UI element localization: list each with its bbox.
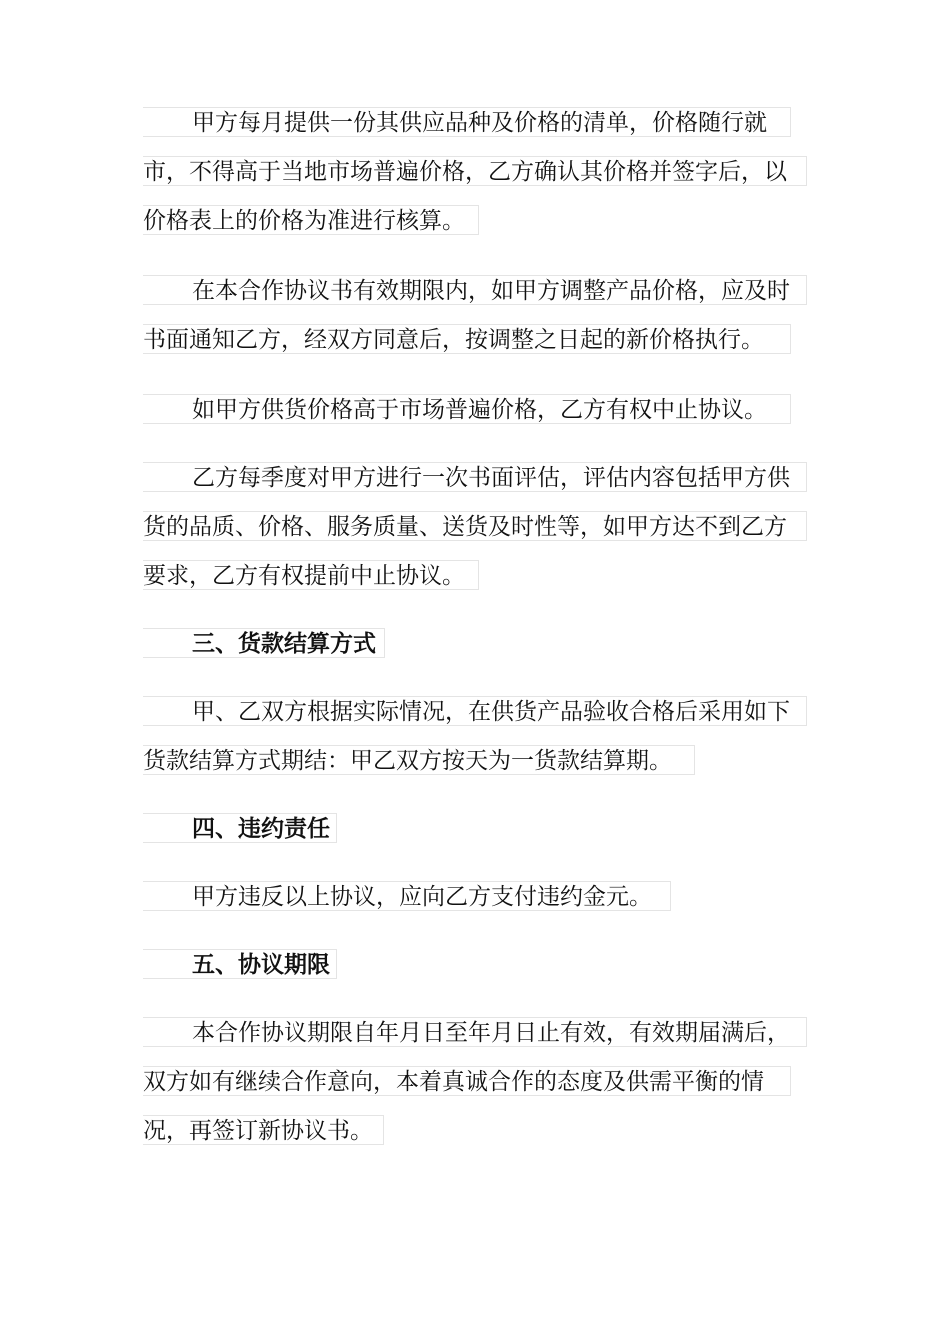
paragraph-line: 甲、乙双方根据实际情况，在供货产品验收合格后采用如下 — [143, 696, 807, 726]
section-heading: 三、货款结算方式 — [143, 628, 385, 658]
paragraph-line: 市，不得高于当地市场普遍价格，乙方确认其价格并签字后，以 — [143, 156, 807, 186]
paragraph-line: 货款结算方式期结：甲乙双方按天为一货款结算期。 — [143, 745, 695, 775]
paragraph-line: 在本合作协议书有效期限内，如甲方调整产品价格，应及时 — [143, 275, 807, 305]
paragraph-line: 要求，乙方有权提前中止协议。 — [143, 560, 479, 590]
paragraph-line: 甲方每月提供一份其供应品种及价格的清单，价格随行就 — [143, 107, 791, 137]
section-heading: 四、违约责任 — [143, 813, 337, 843]
paragraph-line: 书面通知乙方，经双方同意后，按调整之日起的新价格执行。 — [143, 324, 791, 354]
paragraph-line: 货的品质、价格、服务质量、送货及时性等，如甲方达不到乙方 — [143, 511, 807, 541]
section-heading: 五、协议期限 — [143, 949, 337, 979]
paragraph-line: 双方如有继续合作意向，本着真诚合作的态度及供需平衡的情 — [143, 1066, 791, 1096]
paragraph-line: 如甲方供货价格高于市场普遍价格，乙方有权中止协议。 — [143, 394, 791, 424]
paragraph-line: 甲方违反以上协议，应向乙方支付违约金元。 — [143, 881, 671, 911]
paragraph-line: 价格表上的价格为准进行核算。 — [143, 205, 479, 235]
paragraph-line: 乙方每季度对甲方进行一次书面评估，评估内容包括甲方供 — [143, 462, 807, 492]
paragraph-line: 本合作协议期限自年月日至年月日止有效，有效期届满后， — [143, 1017, 807, 1047]
paragraph-line: 况，再签订新协议书。 — [143, 1115, 384, 1145]
